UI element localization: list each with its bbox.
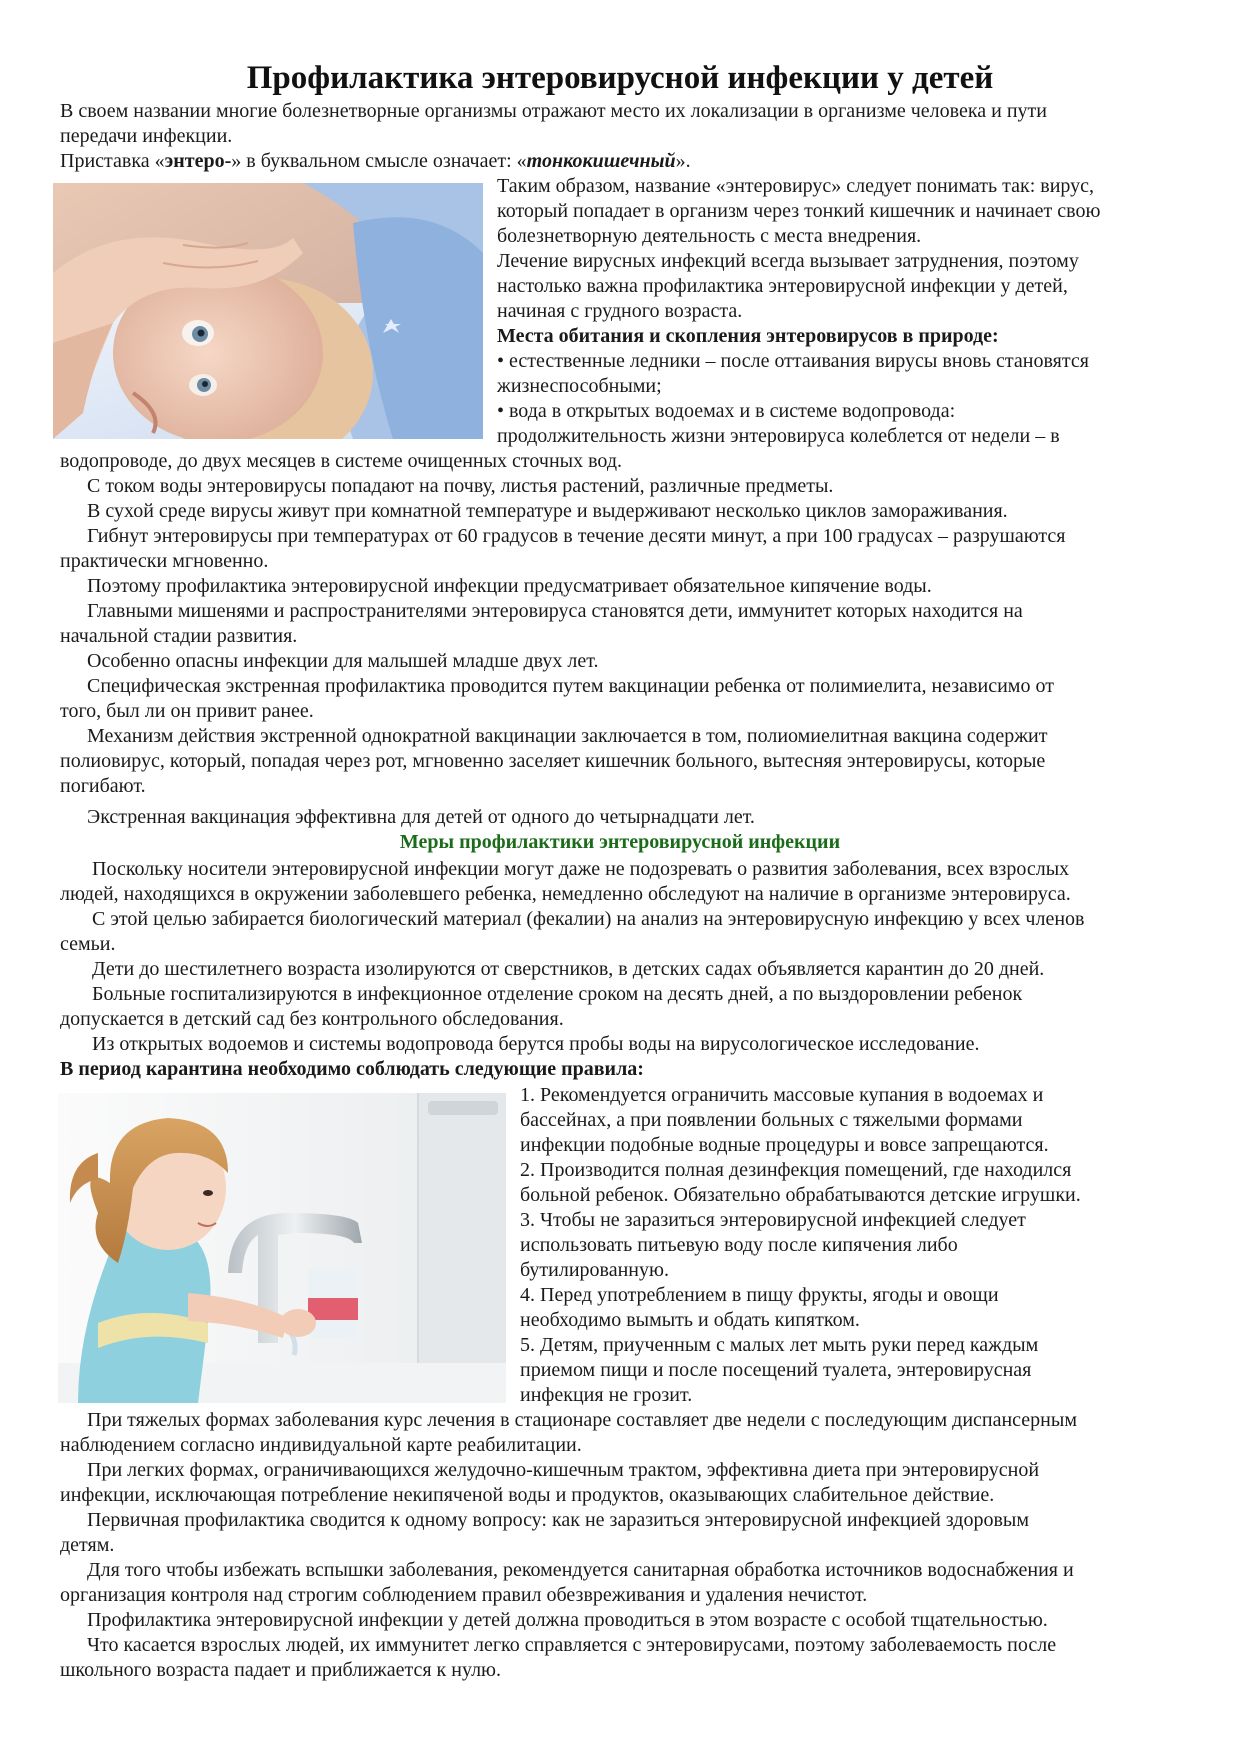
rule-line: 5. Детям, приученным с малых лет мыть руки перед каждым	[520, 1334, 1039, 1356]
girl-washing-hands-photo	[58, 1093, 506, 1403]
document-title: Профилактика энтеровирусной инфекции у детей	[246, 60, 994, 96]
body-line: Гибнут энтеровирусы при температурах от 60 градусов в течение десяти минут, а при 100 градусах – разрушаются	[87, 525, 1066, 547]
intro-line: В своем названии многие болезнетворные организмы отражают место их локализации в организме человека и пути	[60, 100, 1048, 122]
body-line: начиная с грудного возраста.	[497, 300, 743, 322]
body-line: Первичная профилактика сводится к одному вопросу: как не заразиться энтеровирусной инфекцией здоровым	[87, 1509, 1030, 1531]
body-line: семьи.	[60, 933, 116, 955]
prefix-meaning: тонкокишечный	[526, 150, 676, 172]
body-line: Специфическая экстренная профилактика проводится путем вакцинации ребенка от полимиелита, независимо от	[87, 675, 1054, 697]
body-line: инфекции, исключающая потребление некипяченой воды и продуктов, оказывающих слабительное действие.	[60, 1484, 995, 1506]
body-line: наблюдением согласно индивидуальной карте реабилитации.	[60, 1434, 582, 1456]
rule-line: инфекции подобные водные процедуры и вовсе запрещаются.	[520, 1134, 1049, 1156]
body-line: полиовирус, который, попадая через рот, мгновенно заселяет кишечник больного, вытесняя энтеровирусы, которые	[60, 750, 1046, 772]
body-line: Таким образом, название «энтеровирус» следует понимать так: вирус,	[497, 175, 1095, 197]
body-line: Механизм действия экстренной однократной вакцинации заключается в том, полиомиелитная вакцина содержит	[87, 725, 1048, 747]
body-line: школьного возраста падает и приближается к нулю.	[60, 1659, 501, 1681]
rule-line: больной ребенок. Обязательно обрабатываются детские игрушки.	[520, 1184, 1081, 1206]
body-line: Лечение вирусных инфекций всегда вызывает затруднения, поэтому	[497, 250, 1079, 272]
rule-line: 1. Рекомендуется ограничить массовые купания в водоемах и	[520, 1084, 1044, 1106]
rule-line: 3. Чтобы не заразиться энтеровирусной инфекцией следует	[520, 1209, 1026, 1231]
intro-line: передачи инфекции.	[60, 125, 233, 147]
body-line: С током воды энтеровирусы попадают на почву, листья растений, различные предметы.	[87, 475, 834, 497]
body-line: начальной стадии развития.	[60, 625, 298, 647]
rule-line: инфекция не грозит.	[520, 1384, 693, 1406]
body-line: организация контроля над строгим соблюдением правил обезвреживания и удаления нечистот.	[60, 1584, 868, 1606]
body-line: допускается в детский сад без контрольного обследования.	[60, 1008, 564, 1030]
rule-line: бутилированную.	[520, 1259, 669, 1281]
body-line: детям.	[60, 1534, 115, 1556]
rule-line: необходимо вымыть и обдать кипятком.	[520, 1309, 860, 1331]
habitat-line: жизнеспособными;	[497, 375, 662, 397]
body-line: водопроводе, до двух месяцев в системе очищенных сточных вод.	[60, 450, 622, 472]
body-line: который попадает в организм через тонкий кишечник и начинает свою	[497, 200, 1101, 222]
body-line: При легких формах, ограничивающихся желудочно-кишечным трактом, эффективна диета при энтеровирусной	[87, 1459, 1040, 1481]
body-line: практически мгновенно.	[60, 550, 269, 572]
rule-line: 4. Перед употреблением в пищу фрукты, ягоды и овощи	[520, 1284, 999, 1306]
prefix-text: Приставка «	[60, 150, 165, 172]
body-line: Поскольку носители энтеровирусной инфекции могут даже не подозревать о развития заболевания, всех взрослых	[92, 858, 1070, 880]
prefix-text: ».	[675, 150, 691, 172]
body-line: В сухой среде вирусы живут при комнатной температуре и выдерживают несколько циклов замораживания.	[87, 500, 1008, 522]
body-line: При тяжелых формах заболевания курс лечения в стационаре составляет две недели с последующим диспансерным	[87, 1409, 1077, 1431]
prefix-term: энтеро-	[164, 150, 232, 172]
habitat-line: продолжительность жизни энтеровируса колеблется от недели – в	[497, 425, 1060, 447]
quarantine-heading: В период карантина необходимо соблюдать следующие правила:	[60, 1058, 644, 1080]
measures-heading: Меры профилактики энтеровирусной инфекции	[399, 831, 841, 853]
body-line: Экстренная вакцинация эффективна для детей от одного до четырнадцати лет.	[87, 806, 755, 828]
body-line: Профилактика энтеровирусной инфекции у детей должна проводиться в этом возрасте с особой тщательностью.	[87, 1609, 1048, 1631]
rule-line: приемом пищи и после посещений туалета, энтеровирусная	[520, 1359, 1032, 1381]
body-line: Поэтому профилактика энтеровирусной инфекции предусматривает обязательное кипячение воды.	[87, 575, 932, 597]
rule-line: 2. Производится полная дезинфекция помещений, где находился	[520, 1159, 1072, 1181]
rule-line: бассейнах, а при появлении больных с тяжелыми формами	[520, 1109, 1023, 1131]
habitat-line: • вода в открытых водоемах и в системе водопровода:	[497, 400, 956, 422]
body-line: Для того чтобы избежать вспышки заболевания, рекомендуется санитарная обработка источников водоснабжения и	[87, 1559, 1074, 1581]
habitat-line: • естественные ледники – после оттаивания вирусы вновь становятся	[497, 350, 1089, 372]
body-line: людей, находящихся в окружении заболевшего ребенка, немедленно обследуют на наличие в организме энтеровируса.	[60, 883, 1071, 905]
sick-child-photo	[53, 183, 483, 439]
body-line: того, был ли он привит ранее.	[60, 700, 314, 722]
body-line: Особенно опасны инфекции для малышей младше двух лет.	[87, 650, 599, 672]
body-line: Дети до шестилетнего возраста изолируются от сверстников, в детских садах объявляется карантин до 20 дней.	[92, 958, 1045, 980]
body-line: болезнетворную деятельность с места внедрения.	[497, 225, 922, 247]
body-line: С этой целью забирается биологический материал (фекалии) на анализ на энтеровирусную инфекцию у всех членов	[92, 908, 1085, 930]
body-line: погибают.	[60, 775, 146, 797]
body-line: настолько важна профилактика энтеровирусной инфекции у детей,	[497, 275, 1068, 297]
rule-line: использовать питьевую воду после кипячения либо	[520, 1234, 958, 1256]
prefix-text: » в буквальном смысле означает: «	[231, 150, 527, 172]
body-line: Больные госпитализируются в инфекционное отделение сроком на десять дней, а по выздоровлении ребенок	[92, 983, 1023, 1005]
prefix-line	[60, 149, 691, 174]
habitat-heading: Места обитания и скопления энтеровирусов в природе:	[497, 325, 999, 347]
body-line: Главными мишенями и распространителями энтеровируса становятся дети, иммунитет которых находится на	[87, 600, 1023, 622]
body-line: Из открытых водоемов и системы водопровода берутся пробы воды на вирусологическое исследование.	[92, 1033, 980, 1055]
body-line: Что касается взрослых людей, их иммунитет легко справляется с энтеровирусами, поэтому заболеваемость после	[87, 1634, 1057, 1656]
